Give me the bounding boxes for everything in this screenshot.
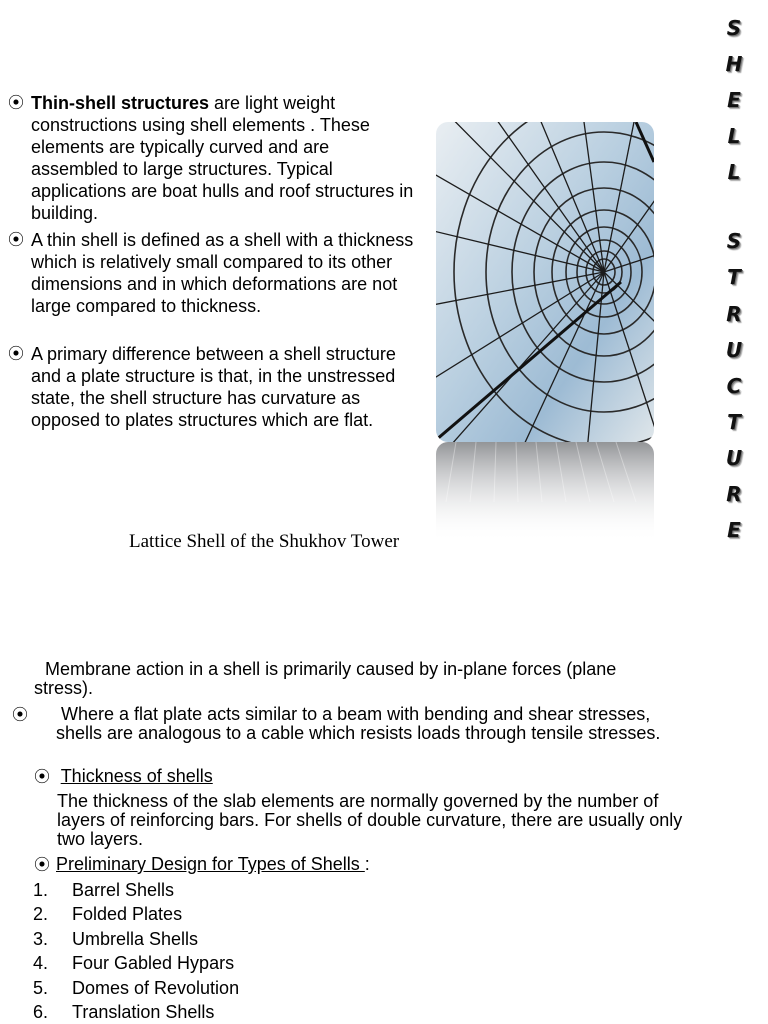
list-item-number: 6. — [33, 1001, 49, 1022]
bullet-bold-term: Thin-shell structures — [31, 93, 210, 113]
bullet-text — [8, 92, 418, 224]
bullet-icon: ⦿ — [8, 344, 25, 363]
list-item — [33, 878, 239, 902]
list-item-number: 5. — [33, 977, 49, 998]
list-item-label: Barrel Shells — [72, 880, 175, 900]
bullet-plate-vs-shell — [12, 704, 684, 743]
bullet-icon: ⦿ — [34, 767, 51, 786]
list-item-label: Four Gabled Hypars — [72, 953, 235, 974]
bullet-icon: ⦿ — [8, 230, 25, 249]
list-item-label: Folded Plates — [72, 904, 183, 925]
vertical-title-letter: S — [726, 16, 742, 40]
vertical-title-letter: R — [726, 482, 742, 506]
list-item-number: 1. — [33, 880, 49, 900]
bullet-icon: ⦿ — [34, 855, 51, 874]
vertical-title-letter: U — [725, 338, 743, 362]
bullet-shell-vs-plate — [8, 343, 418, 431]
bullet-body: are light weight constructions using shell elements . These elements are typically curved and are assembled to large structures. Typical applications are boat hulls and roof structures in building. — [31, 93, 414, 223]
list-item-number: 2. — [33, 904, 49, 925]
list-item — [33, 927, 239, 951]
vertical-title-letter: L — [727, 160, 741, 184]
vertical-title-letter: H — [725, 52, 743, 76]
bullet-icon: ⦿ — [8, 93, 25, 112]
membrane-text: Membrane action in a shell is primarily caused by in-plane forces (plane stress). — [34, 659, 617, 698]
bullet-thin-shell-definition — [8, 229, 418, 317]
list-item-label: Translation Shells — [72, 1001, 215, 1022]
vertical-title-letter: T — [727, 410, 741, 434]
bullet-text: A thin shell is defined as a shell with a thickness which is relatively small compared to its other dimensions and in which deformations are not large compared to thickness. — [31, 230, 414, 316]
vertical-title-letter: S — [726, 229, 742, 253]
list-item-number: 4. — [33, 953, 49, 974]
list-item — [33, 902, 239, 926]
list-item-label: Domes of Revolution — [72, 977, 240, 998]
heading-colon: : — [364, 854, 370, 874]
list-item-label: Umbrella Shells — [72, 928, 199, 949]
vertical-title-letter: L — [727, 124, 741, 148]
shukhov-tower-photo — [436, 122, 654, 442]
bullet-thin-shell — [8, 92, 418, 224]
photo-reflection — [436, 442, 654, 542]
thickness-heading-row — [34, 767, 684, 786]
bullet-icon: ⦿ — [12, 705, 29, 724]
membrane-action-text — [34, 660, 674, 698]
list-item — [33, 951, 239, 975]
vertical-title-letter: R — [726, 302, 742, 326]
list-item — [33, 976, 239, 1000]
vertical-title-letter: E — [727, 518, 741, 542]
vertical-title-letter: T — [727, 265, 741, 289]
thickness-heading: Thickness of shells — [60, 766, 213, 786]
preliminary-design-heading-row — [34, 855, 684, 874]
photo-caption: Lattice Shell of the Shukhov Tower — [129, 531, 400, 552]
vertical-title-letter: C — [726, 374, 742, 398]
vertical-title-letter: U — [725, 446, 743, 470]
preliminary-design-heading: Preliminary Design for Types of Shells — [56, 854, 365, 874]
list-item — [33, 1000, 239, 1024]
shell-types-list — [33, 878, 239, 1024]
plate-bullet-text: Where a flat plate acts similar to a beam with bending and shear stresses, shells are analogous to a cable which resists loads through tensile stresses. — [56, 704, 661, 743]
vertical-title-letter: E — [727, 88, 741, 112]
thickness-body: The thickness of the slab elements are normally governed by the number of layers of reinforcing bars. For shells of double curvature, there are usually only two layers. — [57, 791, 683, 849]
list-item-number: 3. — [33, 928, 49, 949]
bullet-text: A primary difference between a shell structure and a plate structure is that, in the unstressed state, the shell structure has curvature as opposed to plates structures which are flat. — [31, 344, 396, 430]
